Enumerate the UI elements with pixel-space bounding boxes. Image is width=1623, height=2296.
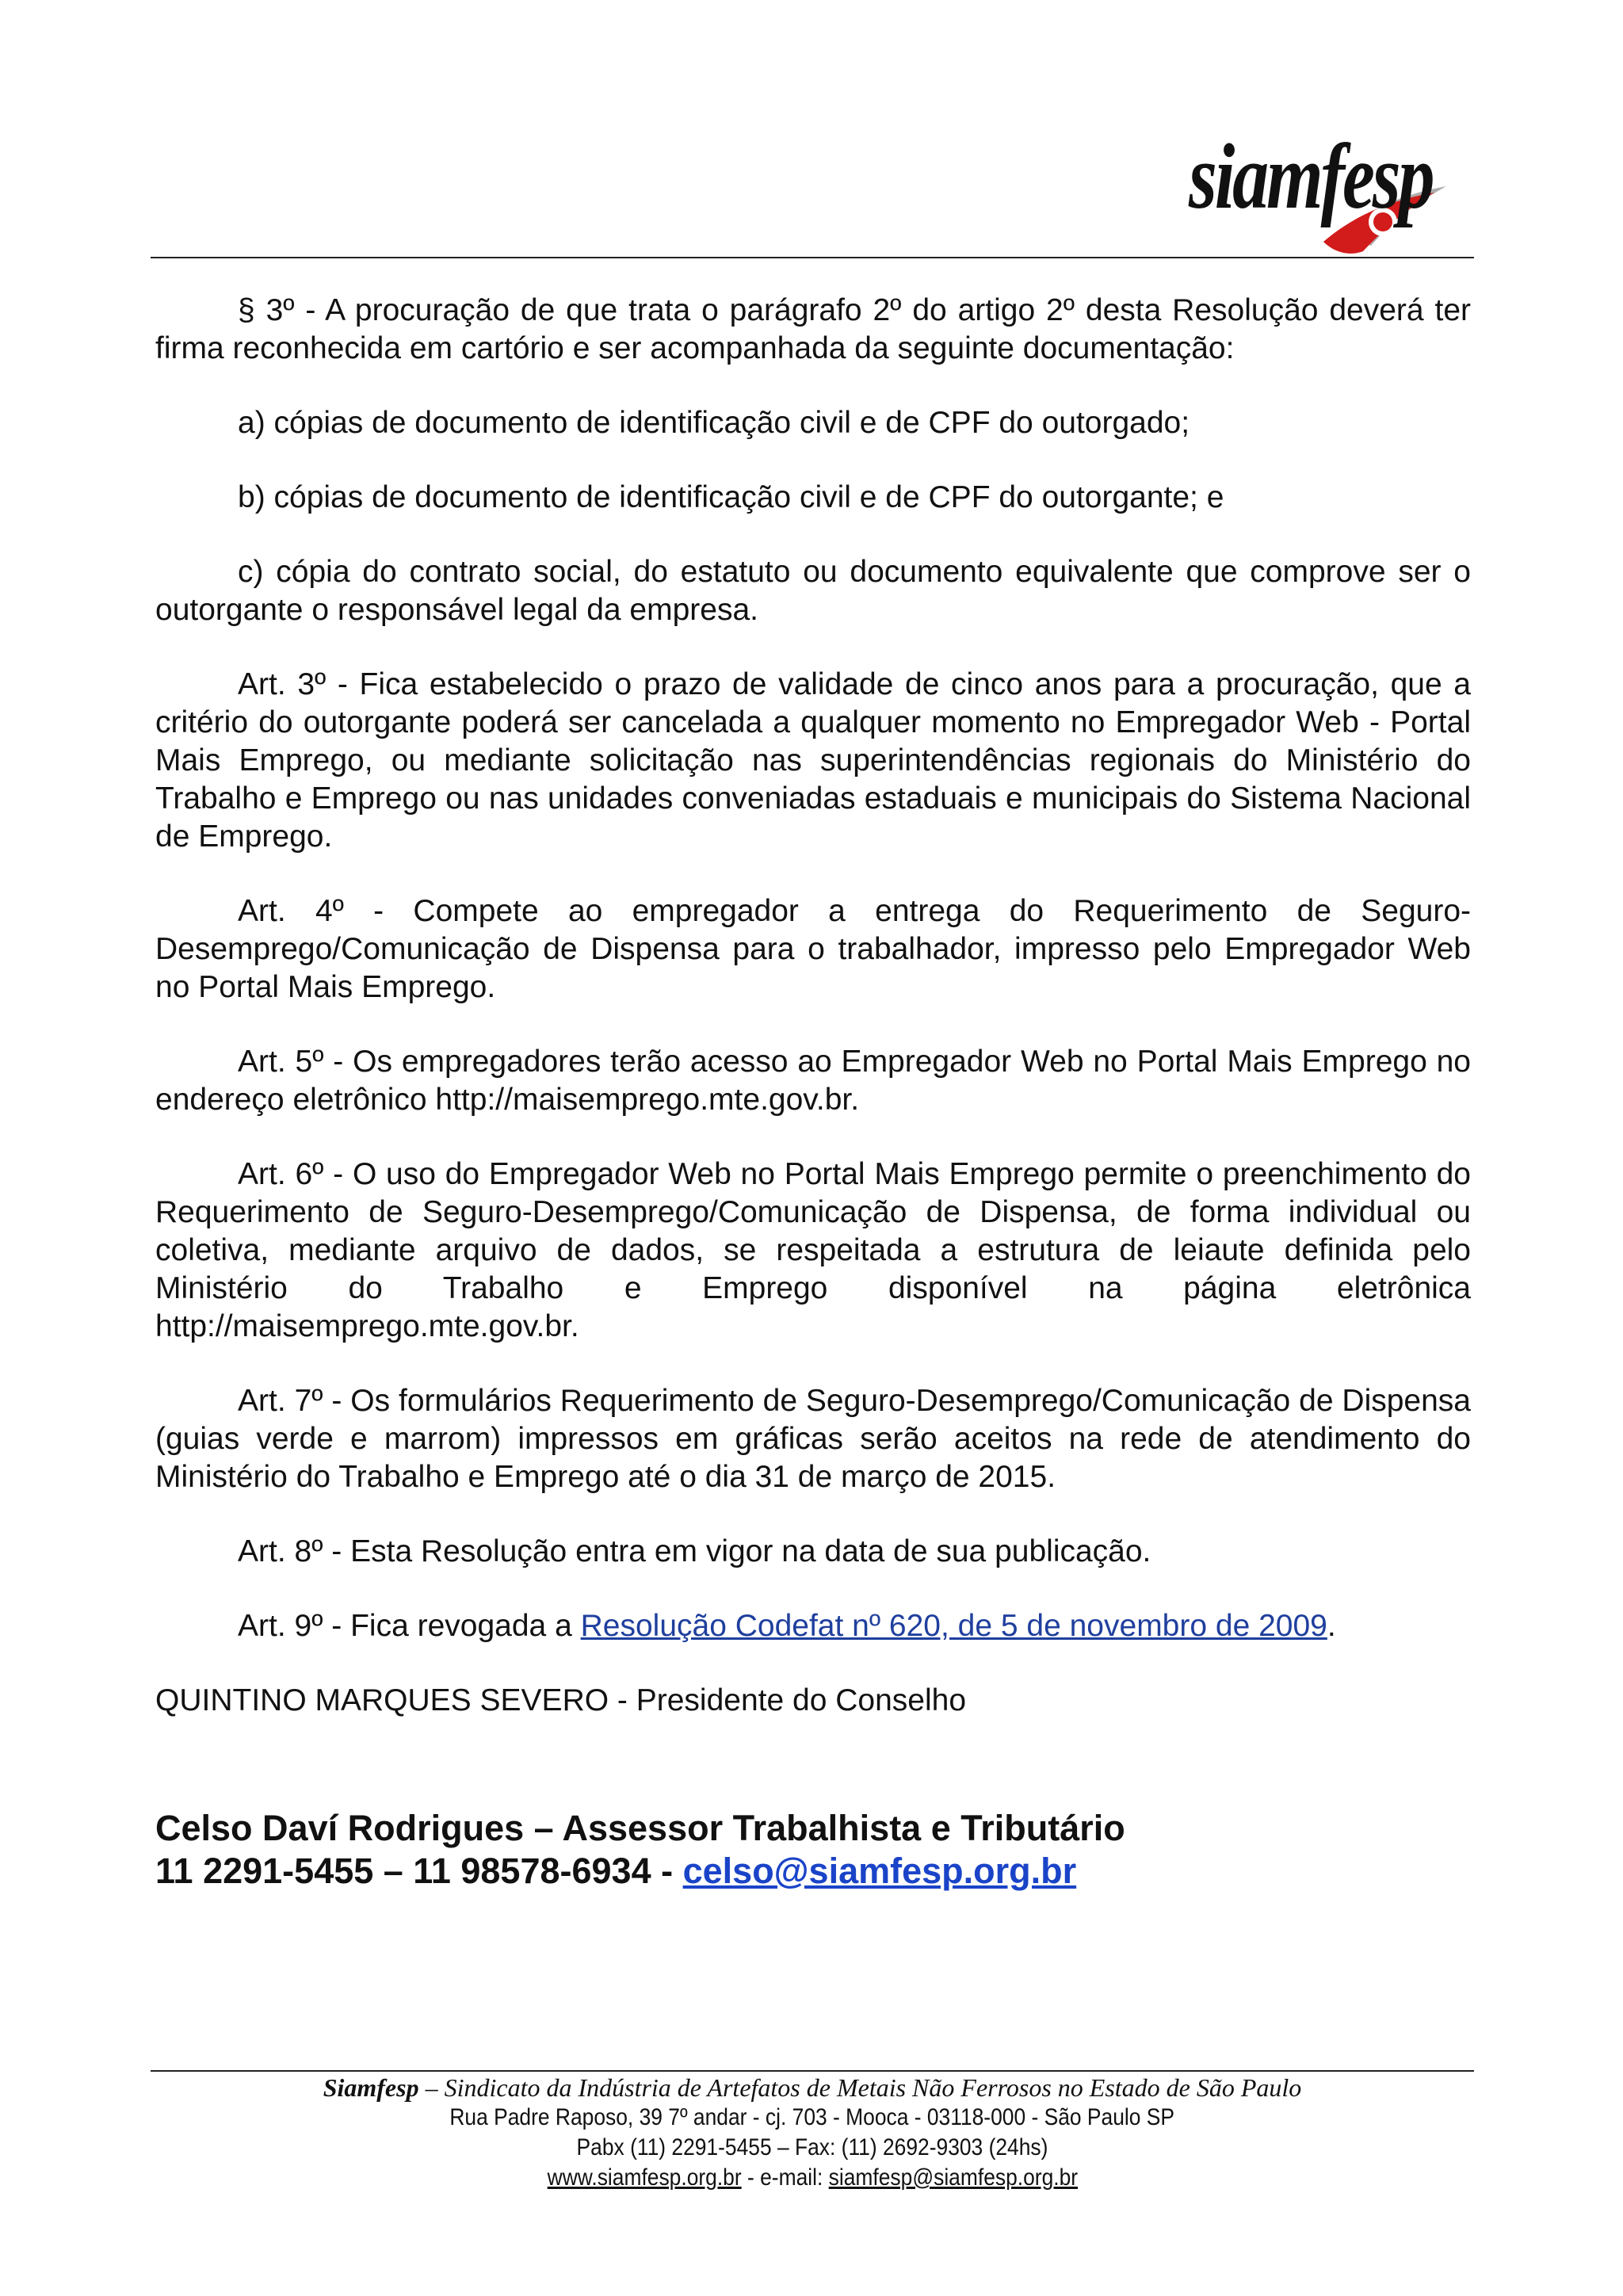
- siamfesp-logo: [1189, 99, 1458, 258]
- footer-org: [151, 2073, 1474, 2103]
- footer-website-link[interactable]: www.siamfesp.org.br: [547, 2164, 742, 2191]
- article-8: Art. 8º - Esta Resolução entra em vigor na data de sua publicação.: [238, 1534, 1151, 1568]
- footer-web-line: [151, 2163, 1474, 2193]
- article-6: Art. 6º - O uso do Empregador Web no Portal Mais Emprego permite o preenchimento do Requerimento de Seguro-Desemprego/Comunicação de Dispensa, de forma individual ou coletiva, mediante arquivo de dados, se respeitada a estrutura de leiaute definida pelo Ministério do Trabalho e Emprego disponível na página eletrônica http://maisemprego.mte.gov.br.: [155, 1157, 1471, 1343]
- footer: [151, 2073, 1474, 2193]
- author-signature: [155, 1807, 1125, 1893]
- logo-wordmark: siamfesp: [1189, 124, 1433, 228]
- article-9-text: Art. 9º - Fica revogada a: [238, 1609, 581, 1643]
- article-4: Art. 4º - Compete ao empregador a entrega do Requerimento de Seguro-Desemprego/Comunicação de Dispensa para o trabalhador, impresso pelo Empregador Web no Portal Mais Emprego.: [155, 894, 1471, 1004]
- document-body: [155, 292, 1471, 1720]
- item-b: b) cópias de documento de identificação civil e de CPF do outorgante; e: [238, 480, 1224, 514]
- footer-web-wrap: [547, 2163, 1077, 2193]
- article-9: [155, 1607, 1471, 1645]
- footer-email-link[interactable]: siamfesp@siamfesp.org.br: [828, 2164, 1078, 2191]
- footer-phones-line: [151, 2133, 1474, 2163]
- resolution-620-link[interactable]: Resolução Codefat nº 620, de 5 de novembro de 2009: [580, 1609, 1327, 1643]
- footer-org-name: Siamfesp: [323, 2073, 419, 2102]
- author-email-link[interactable]: celso@siamfesp.org.br: [682, 1851, 1077, 1891]
- author-name: Celso Daví Rodrigues – Assessor Trabalhista e Tributário: [155, 1808, 1125, 1848]
- paragraph-3: § 3º - A procuração de que trata o parágrafo 2º do artigo 2º desta Resolução deverá ter firma reconhecida em cartório e ser acompanhada da seguinte documentação:: [155, 293, 1471, 365]
- author-contact: [155, 1850, 1125, 1893]
- footer-email-label: - e-mail:: [741, 2164, 829, 2191]
- article-9-end: .: [1327, 1609, 1336, 1643]
- article-7: Art. 7º - Os formulários Requerimento de Seguro-Desemprego/Comunicação de Dispensa (guias verde e marrom) impressos em gráficas serão aceitos na rede de atendimento do Ministério do Trabalho e Emprego até o dia 31 de março de 2015.: [155, 1384, 1471, 1494]
- footer-address-line: [151, 2103, 1474, 2133]
- footer-address: Rua Padre Raposo, 39 7º andar - cj. 703 - Mooca - 03118-000 - São Paulo SP: [449, 2104, 1175, 2130]
- footer-org-desc: – Sindicato da Indústria de Artefatos de Metais Não Ferrosos no Estado de São Paulo: [418, 2073, 1302, 2102]
- author-phones: 11 2291-5455 – 11 98578-6934 -: [155, 1851, 683, 1891]
- footer-divider: [151, 2070, 1474, 2072]
- article-3: Art. 3º - Fica estabelecido o prazo de validade de cinco anos para a procuração, que a critério do outorgante poderá ser cancelada a qualquer momento no Empregador Web - Portal Mais Emprego, ou mediante solicitação nas superintendências regionais do Ministério do Trabalho e Emprego ou nas unidades conveniadas estaduais e municipais do Sistema Nacional de Emprego.: [155, 667, 1471, 854]
- item-c: c) cópia do contrato social, do estatuto ou documento equivalente que comprove ser o outorgante o responsável legal da empresa.: [155, 555, 1471, 627]
- item-a: a) cópias de documento de identificação civil e de CPF do outorgado;: [238, 406, 1190, 440]
- president-signature: QUINTINO MARQUES SEVERO - Presidente do Conselho: [155, 1683, 967, 1717]
- header-divider: [151, 257, 1474, 258]
- footer-phones: Pabx (11) 2291-5455 – Fax: (11) 2692-9303 (24hs): [576, 2134, 1048, 2160]
- article-5: Art. 5º - Os empregadores terão acesso ao Empregador Web no Portal Mais Emprego no endereço eletrônico http://maisemprego.mte.gov.br.: [155, 1045, 1471, 1117]
